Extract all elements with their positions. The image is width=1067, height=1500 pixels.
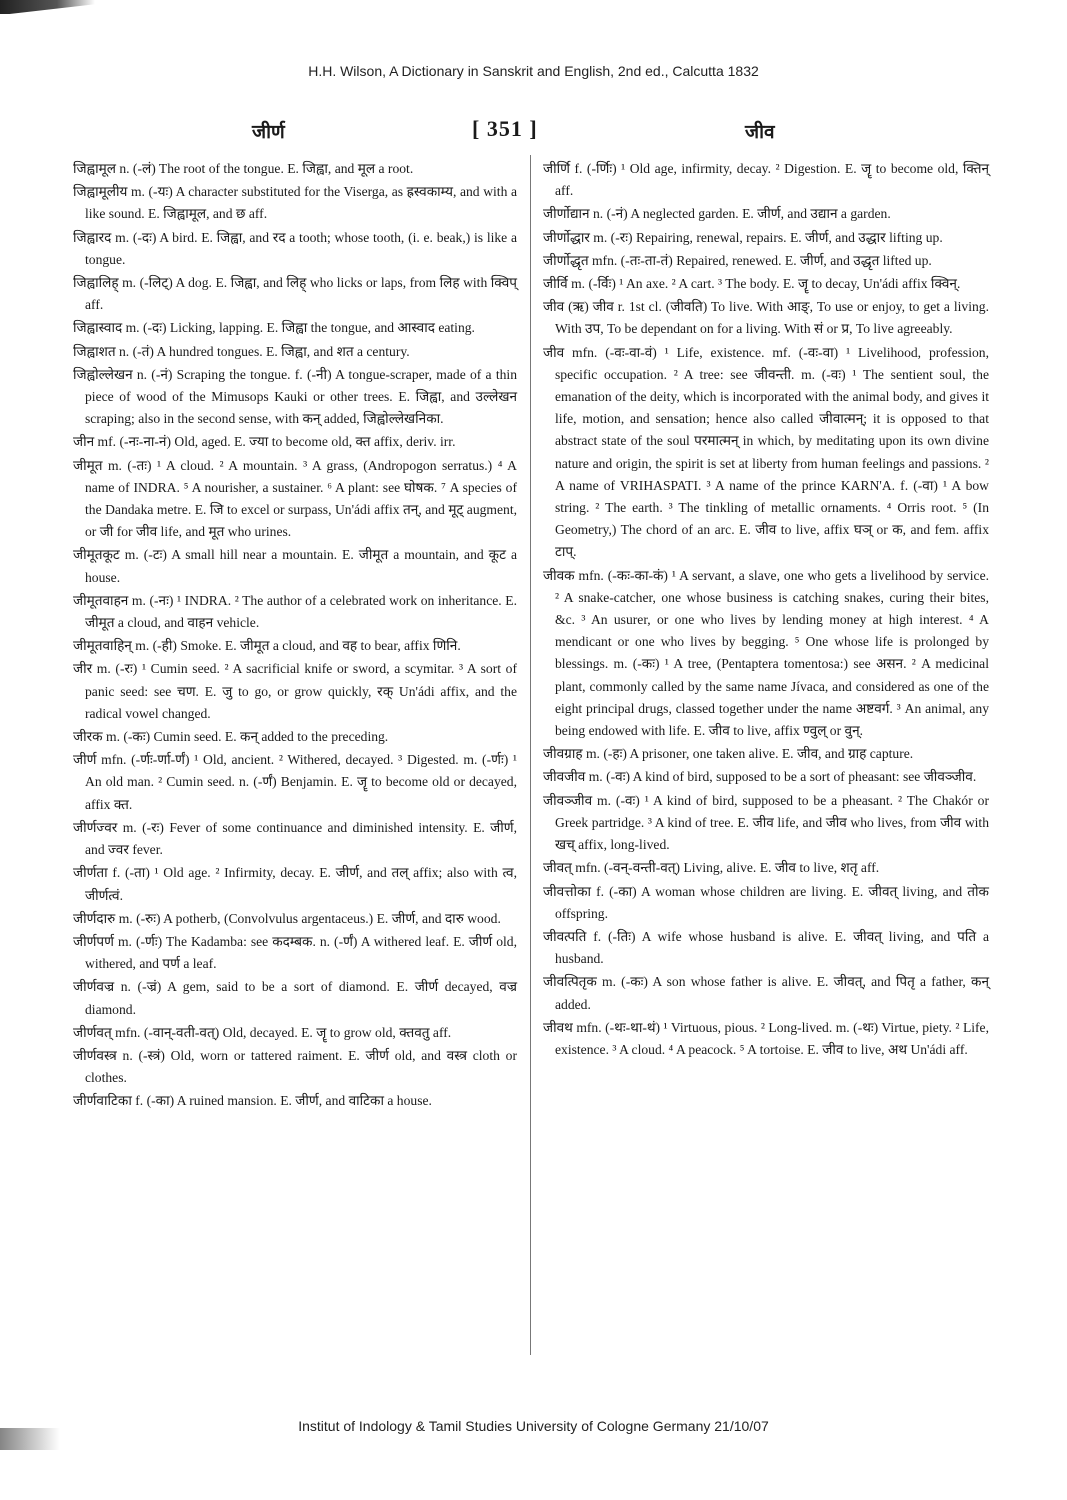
dictionary-entry: जीर्णवस्त्र n. (-स्त्रं) Old, worn or tattered raiment. E. जीर्ण old, and वस्त्र cloth or clothes. (73, 1047, 517, 1086)
dictionary-entry: जिह्वारद m. (-दः) A bird. E. जिह्वा, and रद a tooth; whose tooth, (i. e. beak,) is like a tongue. (73, 229, 517, 267)
dictionary-entry: जीर्णवाटिका f. (-का) A ruined mansion. E. जीर्ण, and वाटिका a house. (73, 1093, 432, 1109)
dictionary-entry: जीवत्पितृक m. (-कः) A son whose father is alive. E. जीवत्, and पितृ a father, कन् added. (543, 974, 989, 1012)
dictionary-entry: जिह्वालिह् m. (-लिट्) A dog. E. जिह्वा, and लिह् who licks or laps, from लिह with क्विप् aff. (73, 275, 517, 313)
dictionary-entry: जीमूतवाहन m. (-नः) ¹ INDRA. ² The author of a celebrated work on inheritance. E. जीमूत a cloud, and वाहन vehicle. (73, 592, 517, 631)
dictionary-entry: जीर्णोद्धृत mfn. (-तः-ता-तं) Repaired, renewed. E. जीर्ण, and उद्धृत lifted up. (543, 252, 932, 268)
dictionary-entry: जीर्णवत् mfn. (-वान्-वती-वत्) Old, decayed. E. जॄ to grow old, क्तवतु aff. (73, 1024, 452, 1040)
dictionary-entry: जीर्णदारु m. (-रुः) A potherb, (Convolvulus argentaceus.) E. जीर्ण, and दारु wood. (73, 910, 501, 926)
dictionary-entry: जीर्णि f. (-र्णिः) ¹ Old age, infirmity, decay. ² Digestion. E. जॄ to become old, क्तिन् aff. (543, 161, 989, 199)
dictionary-entry: जीवत्पति f. (-तिः) A wife whose husband is alive. E. जीवत् living, and पति a husband. (543, 928, 989, 967)
dictionary-entry: जीर्णवज्र n. (-ज्रं) A gem, said to be a sort of diamond. E. जीर्ण decayed, वज्र diamond. (73, 979, 517, 1017)
dictionary-entry: जीवथ mfn. (-थः-था-थं) ¹ Virtuous, pious. ² Long-lived. m. (-थः) Virtue, piety. ² Life, existence. ³ A cloud. ⁴ A peacock. ⁵ A tortoise. E. जीव to live, अथ Un'ádi aff. (543, 1019, 989, 1057)
dictionary-entry: जिह्वास्वाद m. (-दः) Licking, lapping. E. जिह्वा the tongue, and आस्वाद eating. (73, 320, 475, 336)
dictionary-entry: जीवत् mfn. (-वन्-वन्ती-वत्) Living, alive. E. जीव to live, शतृ aff. (543, 860, 880, 876)
dictionary-entry: जीर्णपर्ण m. (-र्णः) The Kadamba: see कदम्बक. n. (-र्णं) A withered leaf. E. जीर्ण old, withered, and पर्ण a leaf. (73, 933, 517, 972)
column-divider (530, 155, 531, 1355)
footer-credit: Institut of Indology & Tamil Studies University of Cologne Germany 21/10/07 (298, 1418, 769, 1434)
running-headword-left: जीर्ण (252, 121, 285, 143)
dictionary-entry: जीर्ण mfn. (-र्णः-र्णा-र्णं) ¹ Old, ancient. ² Withered, decayed. ³ Digested. m. (-र्णः) ¹ An old man. ² Cumin seed. n. (-र्णं) Benjamin. E. जॄ to become old or decayed, affix क्त. (73, 752, 517, 812)
dictionary-entry: जीमूतवाहिन् m. (-ही) Smoke. E. जीमूत a cloud, and वह to bear, affix णिनि. (73, 638, 461, 654)
dictionary-entry: जीवग्राह m. (-हः) A prisoner, one taken alive. E. जीव, and ग्राह capture. (543, 746, 914, 762)
right-column (543, 158, 989, 1062)
dictionary-entry: जीर्णता f. (-ता) ¹ Old age. ² Infirmity, decay. E. जीर्ण, and तल् affix; also with त्व, जीर्णत्वं. (73, 865, 517, 903)
dictionary-entry: जिह्वामूल n. (-लं) The root of the tongue. E. जिह्वा, and मूल a root. (73, 161, 414, 176)
dictionary-entry: जीरक m. (-कः) Cumin seed. E. कन् added to the preceding. (73, 729, 389, 745)
dictionary-entry: जीर m. (-रः) ¹ Cumin seed. ² A sacrificial knife or sword, a scymitar. ³ A sort of panic seed: see चण. E. जु to go, or grow quickly, रक् Un'ádi affix, and the radical vowel changed. (73, 661, 517, 721)
dictionary-entry: जिह्वामूलीय m. (-यः) A character substituted for the Viserga, as ह्रस्वकाम्य, and with a like sound. E. जिह्वामूल, and छ aff. (73, 184, 517, 222)
dictionary-entry: जीवञ्जीव m. (-वः) ¹ A kind of bird, supposed to be a pheasant. ² The Chakór or Greek partridge. ³ A kind of tree. E. जीव life, and जीव who lives, from जीव with खच् affix, long-lived. (543, 792, 989, 853)
running-headword-right: जीव (745, 121, 775, 143)
dictionary-entry: जीव (ऋ) जीव r. 1st cl. (जीवति) To live. With आङ्, To use or enjoy, to get a living. With उप, To be dependant on for a living. With सं or प्र, To live agreeably. (543, 299, 989, 337)
dictionary-entry: जीवक mfn. (-कः-का-कं) ¹ A servant, a slave, one who gets a livelihood by service. ² A snake-catcher, one whose business is catching snakes, curing their bites, &c. ³ An usurer, or one who lives by lending money at high interest. ⁴ A mendicant or one who lives by begging. ⁵ One whose life is prolonged by blessings. m. (-कः) ¹ A tree, (Pentaptera tomentosa:) see असन. ² A medicinal plant, commonly called by the same name Jívaca, and considered as one of the eight principal drugs, classed together under the name अष्टवर्ग. ³ An animal, any being endowed with life. E. जीव to live, affix ण्वुल् or वुन्. (543, 567, 989, 739)
dictionary-entry: जीर्णज्वर m. (-रः) Fever of some continuance and diminished intensity. E. जीर्ण, and ज्वर fever. (73, 819, 517, 858)
dictionary-entry: जीन mf. (-नः-ना-नं) Old, aged. E. ज्या to become old, क्त affix, deriv. irr. (73, 434, 456, 450)
dictionary-entry: जीर्णोद्यान n. (-नं) A neglected garden. E. जीर्ण, and उद्यान a garden. (543, 206, 891, 222)
left-column (73, 158, 517, 1114)
dictionary-entry: जिह्वाशत n. (-तं) A hundred tongues. E. जिह्वा, and शत a century. (73, 343, 410, 359)
scan-artifact-top-left (0, 0, 95, 14)
dictionary-entry: जीवत्तोका f. (-का) A woman whose children are living. E. जीवत् living, and तोक offspring. (543, 883, 989, 921)
page-number: [ 351 ] (472, 116, 538, 141)
source-citation: H.H. Wilson, A Dictionary in Sanskrit and English, 2nd ed., Calcutta 1832 (308, 63, 759, 79)
dictionary-entry: जीर्णोद्धार m. (-रः) Repairing, renewal, repairs. E. जीर्ण, and उद्धार lifting up. (543, 229, 943, 245)
dictionary-entry: जीमूत m. (-तः) ¹ A cloud. ² A mountain. ³ A grass, (Andropogon serratus.) ⁴ A name of INDRA. ⁵ A nourisher, a sustainer. ⁶ A plant: see घोषक. ⁷ A species of the Dandaka metre. E. जि to excel or surpass, Un'ádi affix तन्, and मूट् augment, or जी for जीव life, and मूत who urines. (73, 457, 517, 540)
dictionary-entry: जीव mfn. (-वः-वा-वं) ¹ Life, existence. mf. (-वः-वा) ¹ Livelihood, profession, specific occupation. ² A tree: see जीवन्ती. m. (-वः) ¹ The sentient soul, the emanation of the deity, which is incorporated with the animal body, and gives it life, motion, and sensation; hence also called जीवात्मन्; it is opposed to that abstract state of the soul परमात्मन् in which, by meditating upon its own divine nature and origin, the spirit is set at liberty from human feelings and passions. ² A name of VRIHASPATI. ³ A name of the prince KARN'A. f. (-वा) ¹ A bow string. ² The earth. ³ The tinkling of metallic ornaments. ⁴ Orris root. ⁵ (In Geometry,) The chord of an arc. E. जीव to live, affix घञ् or क, and fem. affix टाप्. (543, 344, 989, 560)
dictionary-entry: जीवजीव m. (-वः) A kind of bird, supposed to be a sort of pheasant: see जीवञ्जीव. (543, 769, 977, 785)
dictionary-entry: जीमूतकूट m. (-टः) A small hill near a mountain. E. जीमूत a mountain, and कूट a house. (73, 547, 517, 585)
dictionary-entry: जीर्वि m. (-र्विः) ¹ An axe. ² A cart. ³ The body. E. जॄ to decay, Un'ádi affix क्विन्. (543, 276, 961, 292)
dictionary-entry: जिह्वोल्लेखन n. (-नं) Scraping the tongue. f. (-नी) A tongue-scraper, made of a thin piece of wood of the Mimusops Kauki or other trees. E. जिह्वा, and उल्लेखन scraping; also in the second sense, with कन् added, जिह्वोल्लेखनिका. (73, 366, 517, 427)
